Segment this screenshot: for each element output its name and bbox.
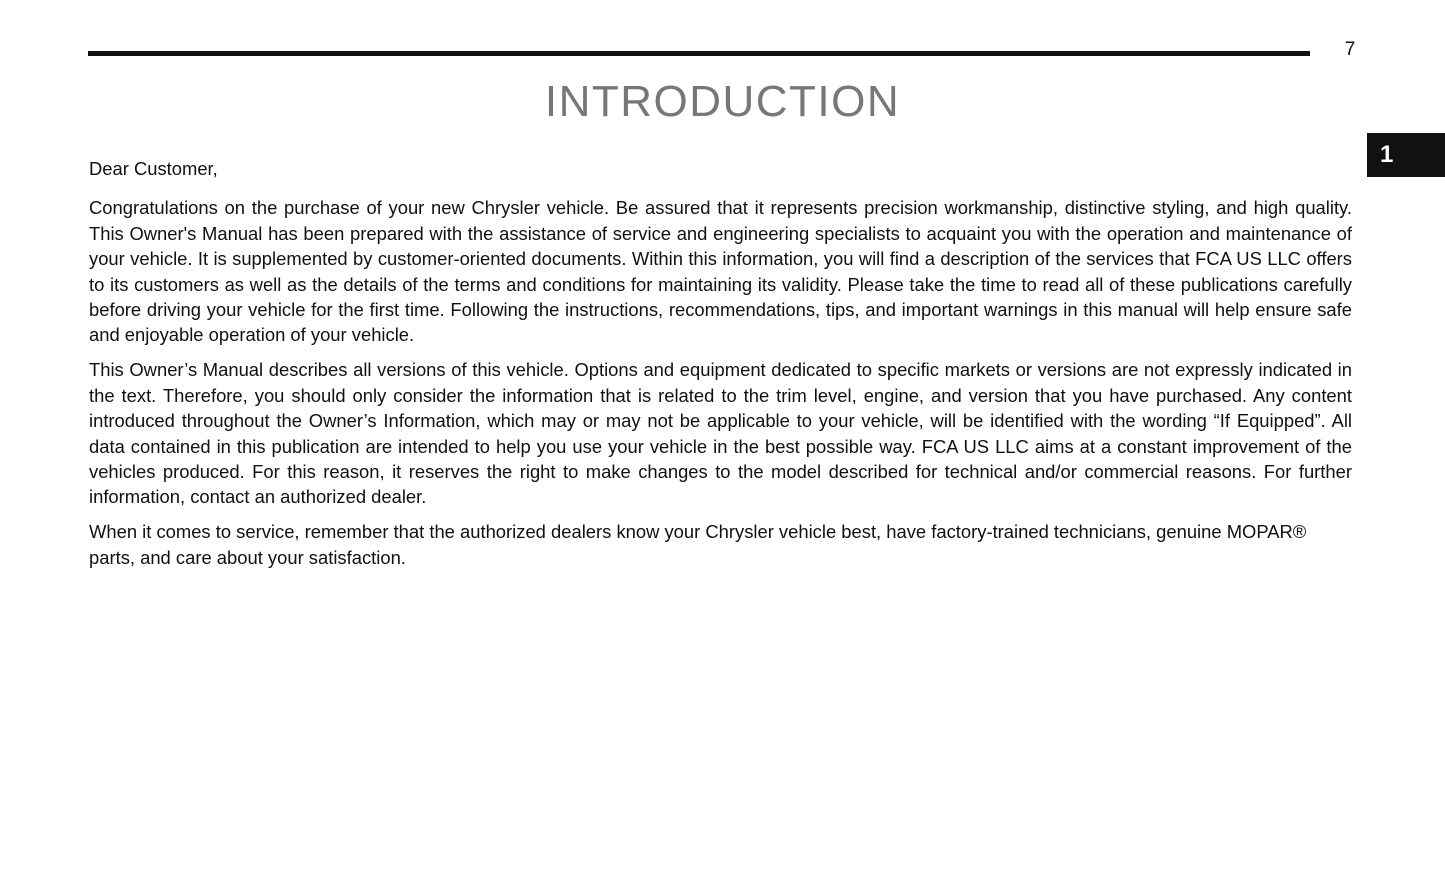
body-text (89, 156, 1352, 580)
paragraph-congratulations: Congratulations on the purchase of your new Chrysler vehicle. Be assured that it represents precision workmanship, distinctive styling, and high quality. This Owner's Manual has been prepared with the assistance of service and engineering specialists to acquaint you with the operation and maintenance of your vehicle. It is supplemented by customer-oriented documents. Within this information, you will find a description of the services that FCA US LLC offers to its customers as well as the details of the terms and conditions for maintaining its validity. Please take the time to read all of these publications carefully before driving your vehicle for the first time. Following the instructions, recommendations, tips, and important warnings in this manual will help ensure safe and enjoyable operation of your vehicle. (89, 197, 1352, 346)
page-title: INTRODUCTION (544, 77, 901, 126)
chapter-tab[interactable]: 1 (1367, 133, 1445, 177)
paragraph-service: When it comes to service, remember that the authorized dealers know your Chrysler vehicle best, have factory-trained technicians, genuine MOPAR® parts, and care about your satisfaction. (89, 521, 1307, 568)
page-number: 7 (1344, 39, 1356, 60)
salutation: Dear Customer, (89, 158, 218, 179)
header-rule (88, 51, 1310, 56)
paragraph-manual-versions: This Owner’s Manual describes all versions of this vehicle. Options and equipment dedicated to specific markets or versions are not expressly indicated in the text. Therefore, you should only consider the information that is related to the trim level, engine, and version that you have purchased. Any content introduced throughout the Owner’s Information, which may or may not be applicable to your vehicle, will be identified with the wording “If Equipped”. All data contained in this publication are intended to help you use your vehicle in the best possible way. FCA US LLC aims at a constant improvement of the vehicles produced. For this reason, it reserves the right to make changes to the model described for technical and/or commercial reasons. For further information, contact an authorized dealer. (89, 359, 1352, 508)
